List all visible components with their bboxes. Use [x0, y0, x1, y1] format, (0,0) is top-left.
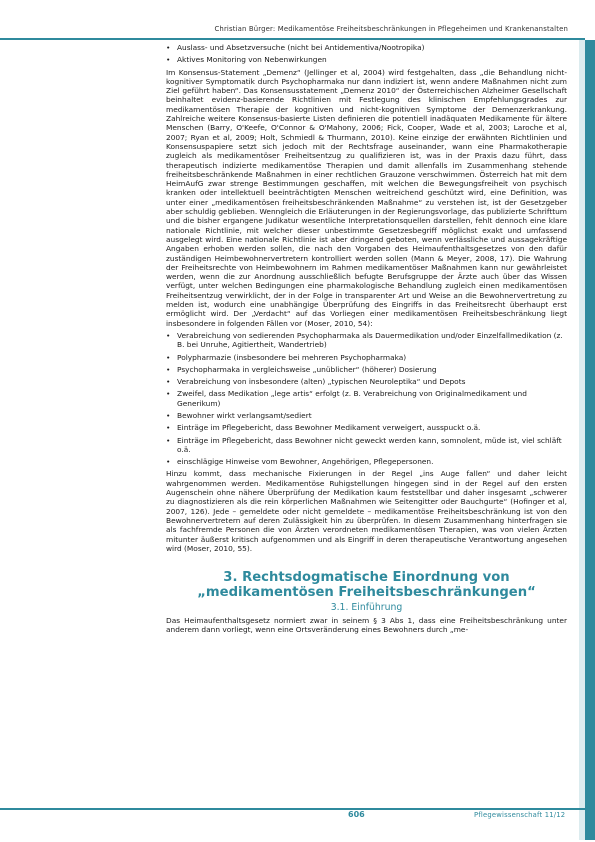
subsection-heading: 3.1. Einführung [330, 602, 403, 614]
list-item: • Verabreichung von sedierenden Psychopharmaka als Dauermedikation und/oder Einzelfallmedikation (z. B. bei Unruhe, Agitiertheit, Wandertrieb) [166, 331, 567, 350]
list-item: • Zweifel, dass Medikation „lege artis“ erfolgt (z. B. Verabreichung von Originalmedikament und Generikum) [166, 389, 567, 408]
list-item: • Psychopharmaka in vergleichsweise „unüblicher“ (höherer) Dosierung [166, 365, 567, 374]
list-item: • Aktives Monitoring von Nebenwirkungen [166, 55, 567, 64]
page-number: 606 [348, 810, 365, 819]
paragraph: Im Konsensus-Statement „Demenz“ (Jellinger et al, 2004) wird festgehalten, dass „die Behandlung nicht-kognitiver Symptomatik durch Psychopharmaka nur dann indiziert ist, wenn andere Maßnahmen nicht zum Ziel geführt haben“. Das Konsensusstatement „Demenz 2010“ der Österreichischen Alzheimer Gesellschaft beinhaltet evidenz-basierende Richtlinien mit Festlegung des klinischen Empfehlungsgrades zur medikamentösen Therapie der kognitiven und nicht-kognitiven Symptome der Demenzerkrankung. Zahlreiche weitere Konsensus-basierte Listen definieren die potentiell inadäquaten Medikamente für ältere Menschen (Barry, O'Keefe, O'Connor & O'Mahony, 2006; Fick, Cooper, Wade et al, 2003; Laroche et al, 2007; Ryan et al, 2009; Holt, Schmiedl & Thurmann, 2010). Keine einzige der erwähnten Richtlinien und Konsensuspapiere setzt sich jedoch mit der Rechtsfrage auseinander, wann eine Pharmakotherapie zugleich als medikamentöser Freiheitsentzug zu qualifizieren ist, was in der Praxis dazu führt, dass therapeutisch indizierte medikamentöse Therapien und damit allenfalls im Zusammenhang stehende freiheitsbeschränkende Maßnahmen in einer rechtlichen Grauzone verschwimmen. Österreich hat mit dem HeimAufG zwar strenge Bestimmungen geschaffen, mit welchen die Bewegungsfreiheit von psychisch kranken oder intellektuell beeinträchtigten Menschen weitreichend geschützt wird, eine Definition, was unter einer „medikamentösen freiheitsbeschränkenden Maßnahme“ zu verstehen ist, ist der Gesetzgeber aber schuldig geblieben. Wenngleich die Erläuterungen in der Regierungsvorlage, das publizierte Schrifttum und die bisher ergangene Judikatur wesentliche Interpretationsquellen darstellen, fehlt dennoch eine klare nationale Richtlinie, mit welcher dieser unbestimmte Gesetzesbegriff möglichst exakt und umfassend ausgelegt wird. Eine nationale Richtlinie ist aber dringend geboten, wenn verlässliche und aussagekräftige Angaben erhoben werden sollen, die nach den Vorgaben des Heimaufenthaltsgesetzes von den dafür zuständigen Heimbewohnervertretern kontrolliert werden sollen (Mann & Meyer, 2008, 17). Die Wahrung der Freiheitsrechte von Heimbewohnern im Rahmen medikamentöser Maßnahmen kann nur gewährleistet werden, wenn die zur Anordnung ausschließlich befugte Berufsgruppe der Ärzte auch über das Wissen verfügt, unter welchen Bedingungen eine pharmakologische Behandlung zugleich einen medikamentösen Freiheitsentzug verwirklicht, der in der Folge in transparenter Art und Weise an die Bewohnervertretung zu melden ist, wodurch eine unabhängige Überprüfung des Eingriffs in das Freiheitsrecht überhaupt erst ermöglicht wird. Der „Verdacht“ auf das Vorliegen einer medikamentösen Freiheitsbeschränkung liegt insbesondere in folgenden Fällen vor (Moser, 2010, 54): [166, 67, 567, 328]
section-heading-line-1: 3. Rechtsdogmatische Einordnung von [223, 570, 510, 586]
footer-rule [0, 808, 585, 810]
paragraph: Hinzu kommt, dass mechanische Fixierungen in der Regel „ins Auge fallen“ und daher leicht wahrgenommen werden. Medikamentöse Ruhigstellungen hingegen sind in der Regel auf den ersten Augenschein ohne nähere Überprüfung der Medikation kaum feststellbar und daher insgesamt „schwerer zu diagnostizieren als die rein körperlichen Maßnahmen wie Seitengitter oder Bauchgurte“ (Hofinger et al, 2007, 126). Jede – gemeldete oder nicht gemeldete – medikamentöse Freiheitsbeschränkung ist von den Bewohnervertretern auf deren Zulässigkeit hin zu überprüfen. In diesem Zusammenhang hinterfragen sie als fachfremde Personen die von Ärzten verordneten medikamentösen Therapien, was von vielen Ärzten mitunter äußerst kritisch aufgenommen und als Eingriff in deren therapeutische Verantwortung angesehen wird (Moser, 2010, 55). [166, 469, 567, 553]
list-item: • Einträge im Pflegebericht, dass Bewohner nicht geweckt werden kann, somnolent, müde ist, viel schläft o.ä. [166, 436, 567, 455]
article-body [166, 43, 567, 638]
list-item: • Polypharmazie (insbesondere bei mehreren Psychopharmaka) [166, 353, 567, 362]
list-item: • Verabreichung von insbesondere (alten) „typischen Neuroleptika“ und Depots [166, 377, 567, 386]
journal-name: Pflegewissenschaft 11/12 [474, 811, 566, 819]
section-heading [166, 571, 567, 600]
list-item: • einschlägige Hinweise vom Bewohner, Angehörigen, Pflegepersonen. [166, 457, 567, 466]
list-item: • Einträge im Pflegebericht, dass Bewohner Medikament verweigert, ausspuckt o.ä. [166, 423, 567, 432]
running-head: Christian Bürger: Medikamentöse Freiheitsbeschränkungen in Pflegeheimen und Krankenanstalten [214, 25, 568, 33]
paragraph: Das Heimaufenthaltsgesetz normiert zwar in seinem § 3 Abs 1, dass eine Freiheitsbeschränkung unter anderem dann vorliegt, wenn eine Ortsveränderung eines Bewohners durch „me- [166, 616, 567, 635]
list-item: • Auslass- und Absetzversuche (nicht bei Antidementiva/Nootropika) [166, 43, 567, 52]
margin-tab [585, 40, 595, 840]
section-heading-line-2: „medikamentösen Freiheitsbeschränkungen“ [197, 584, 536, 600]
header-rule [0, 38, 585, 40]
list-item: • Bewohner wirkt verlangsamt/sediert [166, 411, 567, 420]
